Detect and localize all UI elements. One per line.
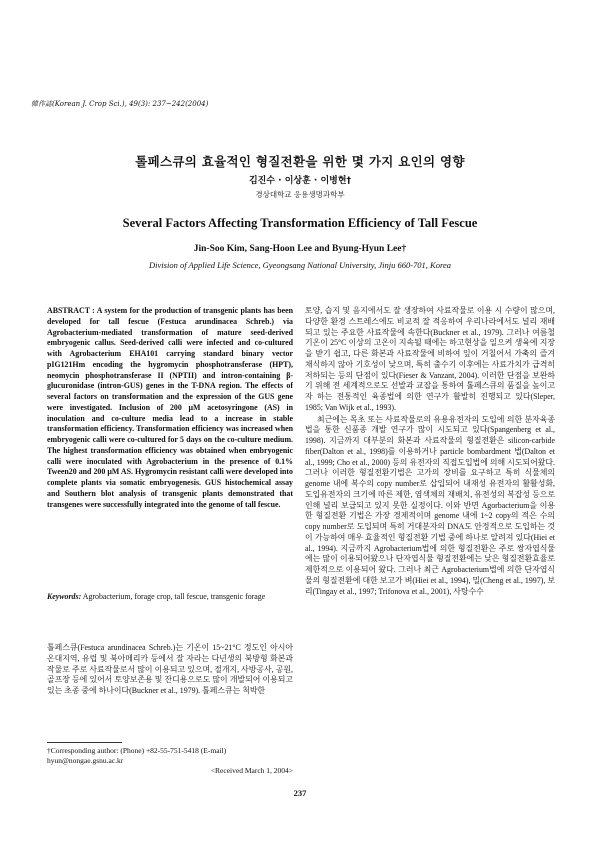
keywords-text: Agrobacterium, forage crop, tall fescue, transgenic forage — [82, 592, 266, 601]
keywords — [47, 592, 293, 603]
footnote — [47, 746, 293, 776]
footnote-divider — [47, 742, 122, 743]
keywords-label: Keywords: — [47, 592, 82, 601]
paragraph: 최근에는 목초 또는 사료작물로의 유용유전자의 도입에 의한 분자육종법을 통한 신품종 개발 연구가 많이 시도되고 있다(Spangenberg et al., 1998). 지금까지 대부분의 화본과 사료작물의 형질전환은 silicon-carbide fiber(Dalton et al., 1998)를 이용하거나 particle bombardment 법(Dalton et al., 1999; Cho et al., 2000) 등의 유전자의 직접도입법에 의해 시도되어왔다. 그러나 이러한 형질전환기법은 고가의 장비를 요구하고 특히 식물체의 genome 내에 복수의 copy number로 삽입되어 내재성 유전자의 활활성화, 도입유전자의 크기에 따른 제한, 염색체의 재배치, 유전성의 복잡성 등으로 인해 널리 보급되고 있지 못한 실정이다. 이와 반면 Agorbacterium을 이용한 형질전환 기법은 가장 경제적이며 genome 내에 1~2 copy의 적은 수의 copy number로 도입되며 특히 거대분자의 DNA도 안정적으로 도입하는 것이 가능하여 매우 효율적인 형질전환 기법 중에 하나로 알려져 있다(Hiei et al., 1994). 지금까지 Agrobacterium법에 의한 형질전환은 주로 쌍자엽식물에는 많이 이용되어왔으나 단자엽식물 형질전환에는 낮은 형질전환효율로 제한적으로 이용되어 왔다. 그러나 최근 Agrobacterium법에 의한 단자엽식물의 형질전환에 대한 보고가 벼(Hiei et al., 1994), 밀(Cheng et al., 1997), 보리(Tingay et al., 1997; Trifonova et al., 2001), 사탕수수 — [305, 414, 555, 596]
received-date: <Received March 1, 2004> — [210, 766, 293, 775]
abstract-text: A system for the production of transgenic plants has been developed for tall fescue (Festuca arundinacea Schreb.) via Agrobacterium-mediated transformation of mature seed-derived embryogenic callus. Seed-derived calli were infected and co-cultured with Agrobacterium EHA101 carrying standard binary vector pIG121Hm encoding the hygromycin phosphotransferase (HPT), neomycin phosphotransferase II (NPTII) and intron-containing β-glucuronidase (intron-GUS) genes in the T-DNA region. The effects of several factors on transformation and the expression of the GUS gene were investigated. Inclusion of 200 μM acetosyringone (AS) in inoculation and co-culture media lead to a increase in stable transformation efficiency. Transformation efficiency was increased when embryogenic calli were co-cultured for 5 days on the co-culture medium. The highest transformation efficiency was obtained when embryogenic calli were inoculated with Agrobacterium in the presence of 0.1% Tween20 and 200 μM AS. Hygromycin resistant calli were developed into complete plants via somatic embryogenesis. GUS histochemical assay and Southern blot analysis of transgenic plants demonstrated that transgenes were successfully integrated into the genome of tall fescue. — [47, 306, 293, 509]
title-english: Several Factors Affecting Transformation Efficiency of Tall Fescue — [122, 216, 478, 230]
abstract — [47, 306, 293, 510]
authors-english: Jin-Soo Kim, Sang-Hoon Lee and Byung-Hyun Lee† — [193, 244, 407, 254]
introduction-right-column — [305, 306, 555, 597]
affiliation-korean: 경상대학교 응용생명과학부 — [255, 190, 345, 199]
paragraph: 토양, 습지 및 음지에서도 잘 생장하여 사료작물로 이용 시 수량이 많으며, 다양한 환경 스트레스에도 비교적 잘 적응하여 우리나라에서도 널리 재배되고 있는 주요한 사료작물에 속한다(Buckner et al., 1979). 그러나 여름철 기온이 25°C 이상의 고온이 지속될 때에는 하고현상을 일으켜 생육에 지장을 받기 쉽고, 다른 화본과 사료작물에 비하여 잎이 거칠어서 가축의 즐겨 채식하지 않아 기호성이 낮으며, 특히 출수기 이후에는 사료가치가 급격히 저하되는 등의 단점이 있다(Fieser & Vanzant, 2004). 이러한 단점을 보완하기 위해 전 세계적으로도 선발과 교잡을 통하여 톨페스큐의 품질을 높이고자 하는 전통적인 육종법에 의한 연구가 활발히 진행되고 있다(Sleper, 1985; Van Wijk et al., 1993). — [305, 306, 555, 412]
corresponding-author: †Corresponding author: (Phone) +82-55-751-5418 (E-mail) hyun@nongae.gsnu.ac.kr — [47, 746, 227, 765]
journal-citation: 韓作誌(Korean J. Crop Sci.), 49(3): 237~242(2004) — [31, 100, 209, 108]
page-number: 237 — [293, 788, 307, 798]
introduction-left-column: 톨페스큐(Festuca arundinacea Schreb.)는 기온이 15~21°C 정도인 아시아 온대지역, 유럽 및 북아메리카 등에서 잘 자라는 다년생의 북방형 화본과 작물로 주로 사료작물로서 많이 이용되고 있으며, 절개지, 사방공사, 공원, 골프장 등에 있어서 토양보존용 및 잔디용으로도 많이 개발되어 이용되고 있는 초종 중에 하나이다(Buckner et al., 1979). 톨페스큐는 척박한 — [47, 643, 293, 695]
authors-korean: 김진수 · 이상훈 · 이병현† — [248, 176, 352, 186]
affiliation-english: Division of Applied Life Science, Gyeongsang National University, Jinju 660-701, Korea — [149, 260, 451, 270]
title-korean: 톨페스큐의 효율적인 형질전환을 위한 몇 가지 요인의 영향 — [135, 154, 465, 169]
abstract-label: ABSTRACT : — [47, 306, 95, 315]
